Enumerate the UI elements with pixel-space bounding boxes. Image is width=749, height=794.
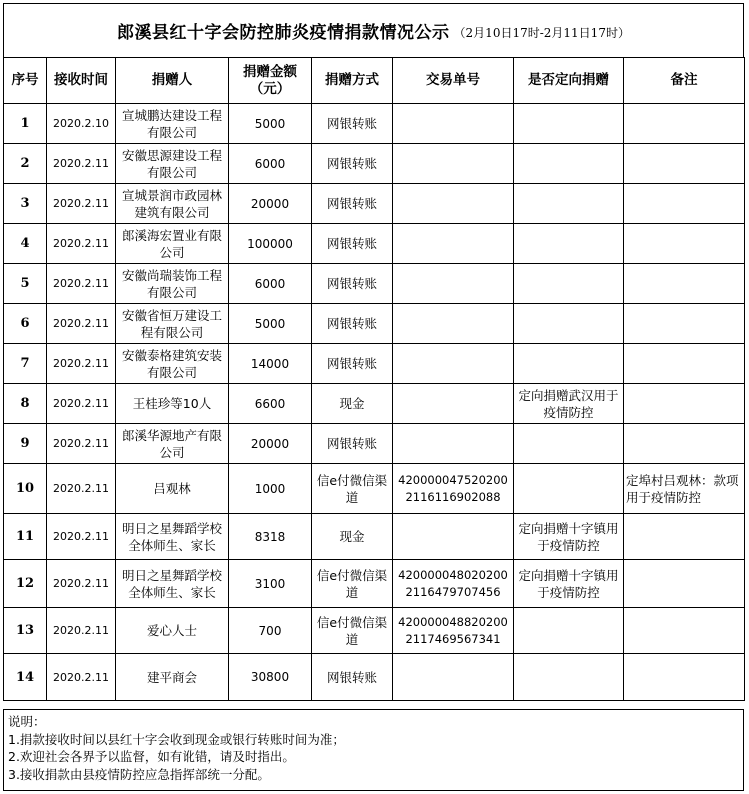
- cell-tx-no: [393, 184, 514, 224]
- cell-directed: [514, 424, 624, 464]
- cell-time: 2020.2.11: [47, 144, 116, 184]
- title-bar: [3, 3, 744, 58]
- cell-donor: 宣城景润市政园林建筑有限公司: [116, 184, 229, 224]
- cell-seq: 14: [4, 654, 47, 701]
- cell-donor: 宣城鹏达建设工程有限公司: [116, 104, 229, 144]
- table-row: [4, 654, 745, 701]
- cell-time: 2020.2.11: [47, 184, 116, 224]
- table-row: [4, 560, 745, 608]
- cell-amount: 6000: [229, 264, 312, 304]
- cell-seq: 2: [4, 144, 47, 184]
- cell-method: 网银转账: [312, 144, 393, 184]
- cell-tx-no: [393, 144, 514, 184]
- cell-directed: [514, 104, 624, 144]
- cell-remark: [624, 424, 745, 464]
- cell-tx-no: [393, 514, 514, 560]
- cell-remark: [624, 264, 745, 304]
- cell-amount: 5000: [229, 304, 312, 344]
- cell-seq: 8: [4, 384, 47, 424]
- notes-section: [3, 709, 744, 791]
- header-tx-no: 交易单号: [393, 58, 514, 104]
- cell-tx-no: [393, 104, 514, 144]
- cell-tx-no: [393, 344, 514, 384]
- cell-remark: [624, 104, 745, 144]
- cell-seq: 4: [4, 224, 47, 264]
- cell-time: 2020.2.11: [47, 560, 116, 608]
- cell-directed: 定向捐赠十字镇用于疫情防控: [514, 514, 624, 560]
- cell-seq: 1: [4, 104, 47, 144]
- cell-remark: [624, 224, 745, 264]
- cell-time: 2020.2.11: [47, 464, 116, 514]
- cell-seq: 5: [4, 264, 47, 304]
- cell-tx-no: 4200000475202002116116902088: [393, 464, 514, 514]
- cell-tx-no: [393, 264, 514, 304]
- cell-remark: 定埠村吕观林：款项用于疫情防控: [624, 464, 745, 514]
- cell-donor: 安徽思源建设工程有限公司: [116, 144, 229, 184]
- cell-method: 网银转账: [312, 344, 393, 384]
- cell-method: 信e付微信渠道: [312, 560, 393, 608]
- table-body: [4, 104, 745, 701]
- cell-seq: 9: [4, 424, 47, 464]
- cell-method: 网银转账: [312, 184, 393, 224]
- cell-directed: 定向捐赠十字镇用于疫情防控: [514, 560, 624, 608]
- cell-remark: [624, 384, 745, 424]
- cell-remark: [624, 304, 745, 344]
- table-row: [4, 384, 745, 424]
- cell-seq: 6: [4, 304, 47, 344]
- cell-method: 网银转账: [312, 304, 393, 344]
- cell-time: 2020.2.11: [47, 304, 116, 344]
- note-line-3: 3.接收捐款由县疫情防控应急指挥部统一分配。: [8, 766, 270, 782]
- cell-time: 2020.2.11: [47, 608, 116, 654]
- table-row: [4, 144, 745, 184]
- cell-remark: [624, 184, 745, 224]
- cell-directed: [514, 304, 624, 344]
- cell-amount: 30800: [229, 654, 312, 701]
- cell-donor: 郎溪海宏置业有限公司: [116, 224, 229, 264]
- cell-method: 网银转账: [312, 264, 393, 304]
- table-row: [4, 104, 745, 144]
- cell-tx-no: [393, 384, 514, 424]
- cell-donor: 安徽尚瑞装饰工程有限公司: [116, 264, 229, 304]
- cell-tx-no: [393, 654, 514, 701]
- cell-donor: 吕观林: [116, 464, 229, 514]
- header-method: 捐赠方式: [312, 58, 393, 104]
- cell-directed: [514, 184, 624, 224]
- cell-amount: 8318: [229, 514, 312, 560]
- cell-seq: 12: [4, 560, 47, 608]
- cell-tx-no: [393, 424, 514, 464]
- cell-amount: 20000: [229, 424, 312, 464]
- cell-directed: [514, 344, 624, 384]
- cell-remark: [624, 608, 745, 654]
- cell-amount: 6000: [229, 144, 312, 184]
- cell-time: 2020.2.11: [47, 424, 116, 464]
- cell-donor: 郎溪华源地产有限公司: [116, 424, 229, 464]
- table-row: [4, 424, 745, 464]
- cell-method: 现金: [312, 514, 393, 560]
- cell-time: 2020.2.11: [47, 384, 116, 424]
- cell-method: 网银转账: [312, 424, 393, 464]
- cell-donor: 王桂珍等10人: [116, 384, 229, 424]
- cell-seq: 3: [4, 184, 47, 224]
- cell-method: 网银转账: [312, 654, 393, 701]
- cell-seq: 13: [4, 608, 47, 654]
- cell-directed: [514, 144, 624, 184]
- cell-directed: [514, 464, 624, 514]
- table-row: [4, 464, 745, 514]
- cell-seq: 7: [4, 344, 47, 384]
- cell-tx-no: [393, 224, 514, 264]
- cell-method: 网银转账: [312, 104, 393, 144]
- cell-donor: 建平商会: [116, 654, 229, 701]
- table-row: [4, 514, 745, 560]
- cell-time: 2020.2.11: [47, 264, 116, 304]
- notes-heading: 说明：: [8, 714, 46, 729]
- cell-time: 2020.2.10: [47, 104, 116, 144]
- cell-time: 2020.2.11: [47, 654, 116, 701]
- cell-directed: [514, 608, 624, 654]
- cell-method: 网银转账: [312, 224, 393, 264]
- cell-amount: 100000: [229, 224, 312, 264]
- cell-seq: 10: [4, 464, 47, 514]
- table-row: [4, 184, 745, 224]
- cell-donor: 爱心人士: [116, 608, 229, 654]
- cell-directed: [514, 224, 624, 264]
- header-directed: 是否定向捐赠: [514, 58, 624, 104]
- cell-method: 现金: [312, 384, 393, 424]
- cell-time: 2020.2.11: [47, 514, 116, 560]
- cell-time: 2020.2.11: [47, 344, 116, 384]
- cell-donor: 明日之星舞蹈学校全体师生、家长: [116, 514, 229, 560]
- cell-amount: 1000: [229, 464, 312, 514]
- cell-remark: [624, 344, 745, 384]
- table-row: [4, 264, 745, 304]
- table-row: [4, 304, 745, 344]
- table-row: [4, 608, 745, 654]
- cell-remark: [624, 514, 745, 560]
- cell-seq: 11: [4, 514, 47, 560]
- header-amount: 捐赠金额（元）: [229, 58, 312, 104]
- note-line-1: 1.捐款接收时间以县红十字会收到现金或银行转账时间为准；: [8, 731, 345, 747]
- cell-donor: 安徽省恒万建设工程有限公司: [116, 304, 229, 344]
- cell-donor: 明日之星舞蹈学校全体师生、家长: [116, 560, 229, 608]
- cell-amount: 14000: [229, 344, 312, 384]
- cell-directed: [514, 264, 624, 304]
- cell-directed: 定向捐赠武汉用于疫情防控: [514, 384, 624, 424]
- cell-amount: 3100: [229, 560, 312, 608]
- cell-amount: 5000: [229, 104, 312, 144]
- cell-tx-no: 4200000480202002116479707456: [393, 560, 514, 608]
- period-subtitle: （2月10日17时-2月11日17时）: [453, 26, 630, 40]
- cell-amount: 20000: [229, 184, 312, 224]
- cell-method: 信e付微信渠道: [312, 608, 393, 654]
- cell-tx-no: [393, 304, 514, 344]
- cell-remark: [624, 144, 745, 184]
- header-donor: 捐赠人: [116, 58, 229, 104]
- header-seq: 序号: [4, 58, 47, 104]
- donation-table: [3, 57, 745, 701]
- header-time: 接收时间: [47, 58, 116, 104]
- table-row: [4, 224, 745, 264]
- cell-remark: [624, 654, 745, 701]
- cell-time: 2020.2.11: [47, 224, 116, 264]
- cell-tx-no: 4200000488202002117469567341: [393, 608, 514, 654]
- header-remark: 备注: [624, 58, 745, 104]
- cell-remark: [624, 560, 745, 608]
- cell-directed: [514, 654, 624, 701]
- table-row: [4, 344, 745, 384]
- cell-method: 信e付微信渠道: [312, 464, 393, 514]
- cell-donor: 安徽泰格建筑安装有限公司: [116, 344, 229, 384]
- cell-amount: 6600: [229, 384, 312, 424]
- note-line-2: 2.欢迎社会各界予以监督，如有讹错，请及时指出。: [8, 749, 295, 764]
- page-title: 郎溪县红十字会防控肺炎疫情捐款情况公示: [117, 23, 450, 43]
- cell-amount: 700: [229, 608, 312, 654]
- header-row: [4, 58, 745, 104]
